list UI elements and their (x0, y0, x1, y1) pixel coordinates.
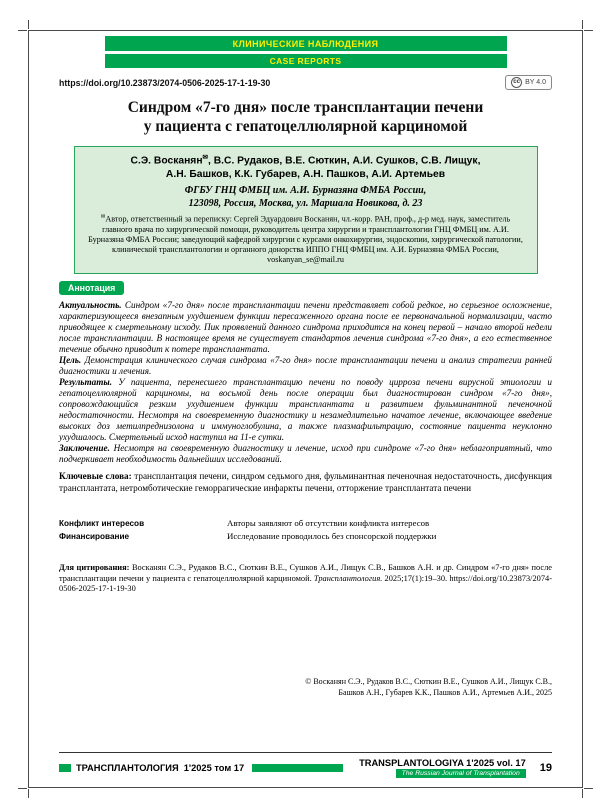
abstract-paragraph-lead: Заключение. (59, 442, 110, 453)
author-names (87, 154, 525, 181)
author-names-rest: , В.С. Рудаков, В.Е. Сюткин, А.И. Сушков, С.В. Лищук, (208, 155, 481, 167)
rubric-en-banner (105, 54, 507, 68)
conflict-of-interest-label: Конфликт интересов (59, 519, 145, 529)
abstract-paragraph-lead: Актуальность. (59, 299, 122, 310)
correspondence-note (87, 214, 525, 266)
page-footer (59, 752, 552, 778)
page-frame (28, 30, 583, 788)
abstract-paragraph (59, 377, 552, 443)
conflict-of-interest-row (59, 518, 552, 528)
author-names-line2: А.Н. Башков, К.К. Губарев, А.Н. Пашков, А.И. Артемьев (165, 168, 446, 180)
page-number: 19 (539, 762, 552, 774)
keywords-text: трансплантация печени, синдром седьмого дня, фульминантная печеночная недостаточность, дисфункция трансплантата, нетромботические геморрагические инфаркты печени, отторжение трансплантата печени (59, 471, 552, 493)
doi-row (59, 75, 552, 90)
funding-row (59, 531, 552, 541)
copyright-line2: Башков А.Н., Губарев К.К., Пашков А.И., Артемьев А.И., 2025 (338, 688, 552, 698)
crop-mark (584, 30, 593, 31)
abstract-heading-badge: Аннотация (59, 281, 124, 295)
abstract-section (59, 300, 552, 465)
affiliation (87, 184, 525, 210)
footer-left (59, 763, 359, 773)
crop-mark (582, 789, 583, 798)
affiliation-line2: 123098, Россия, Москва, ул. Маршала Новикова, д. 23 (188, 197, 423, 209)
journal-ru-title (76, 763, 244, 773)
authors-box (74, 146, 538, 274)
footer-right (359, 758, 526, 778)
funding-text: Исследование проводилось без спонсорской поддержки (227, 531, 437, 542)
crop-mark (584, 788, 593, 789)
crop-mark (582, 20, 583, 29)
article-title (59, 99, 552, 137)
copyright-note (305, 677, 552, 699)
affiliation-line1: ФГБУ ГНЦ ФМБЦ им. А.И. Бурназяна ФМБА России, (184, 184, 427, 196)
abstract-paragraph (59, 355, 552, 377)
keywords-label: Ключевые слова: (59, 471, 132, 482)
citation-label: Для цитирования: (59, 563, 130, 573)
citation-text-pre: Восканян С.Э., Рудаков В.С., Сюткин В.Е., Сушков А.И., Лищук С.В., Башков А.Н. и др. Синдром «7-го дня» после трансплантации печени у пациента с гепатоцеллюлярной карциномой. (59, 563, 552, 583)
abstract-paragraph (59, 443, 552, 465)
citation-journal-name: Трансплантология. (313, 573, 383, 583)
crop-mark (18, 788, 27, 789)
crop-mark (18, 30, 27, 31)
funding-label: Финансирование (59, 532, 130, 542)
corresponding-author-email[interactable]: voskanyan_se@mail.ru (267, 255, 344, 265)
rubric-ru-banner (105, 36, 507, 51)
article-title-line1: Синдром «7-го дня» после трансплантации печени (127, 99, 484, 116)
abstract-paragraph-text: У пациента, перенесшего трансплантацию печени по поводу цирроза печени вирусной этиологии и гепатоцеллюлярной карциномы, на восьмой день после операции был диагностирован синдром «7-го дня», сопровождающийся резким ухудшением функции трансплантата и развитием фульминантной печеночной недостаточности. Несмотря на своевременную диагностику и незамедлительно начатое лечение, включающее введение высоких доз метилпреднизолона и иммуноглобулина, а также плазмафильтрацию, состояние пациента неуклонно ухудшалось. Смертельный исход наступил на 11-е сутки. (59, 376, 552, 442)
footer-green-bar (252, 764, 343, 772)
rubric-en-label: CASE REPORTS (269, 56, 342, 66)
journal-ru-name: ТРАНСПЛАНТОЛОГИЯ (76, 763, 179, 773)
crop-mark (28, 789, 29, 798)
cc-by-license-badge[interactable] (505, 75, 552, 90)
crop-mark (28, 20, 29, 29)
abstract-paragraph-text: Синдром «7-го дня» после трансплантации печени представляет собой редкое, но серьезное осложнение, характеризующееся внезапным ухудшением функции пересаженного органа после ее первоначальной нормализации, часто приводящее к смертельному исходу. Пик проявлений данного синдрома приходится на конец первой – начало второй недели после трансплантации. В настоящее время не существует стандартов лечения синдрома «7-го дня», а его естественное течение обычно приводит к потере трансплантата. (59, 299, 552, 354)
journal-en-subtitle: The Russian Journal of Transplantation (396, 769, 526, 778)
citation-text-post: 2025;17(1):19–30. https://doi.org/10.23873/2074-0506-2025-17-1-19-30 (59, 573, 552, 594)
abstract-paragraph-text: Несмотря на своевременную диагностику и лечение, исход при синдроме «7-го дня» неблагоприятный, что подчеркивает необходимость дальнейших исследований. (59, 442, 552, 465)
doi-link[interactable]: https://doi.org/10.23873/2074-0506-2025-17-1-19-30 (59, 77, 271, 88)
footer-green-square (59, 764, 71, 772)
cc-license-label: BY 4.0 (525, 79, 546, 86)
citation-note (59, 563, 552, 595)
journal-en-title: TRANSPLANTOLOGIYA 1'2025 vol. 17 (359, 758, 526, 768)
rubric-ru-label: КЛИНИЧЕСКИЕ НАБЛЮДЕНИЯ (232, 39, 379, 49)
author-name: С.Э. Восканян (130, 155, 203, 167)
copyright-line1: © Восканян С.Э., Рудаков В.С., Сюткин В.Е., Сушков А.И., Лищук С.В., (305, 677, 552, 687)
abstract-paragraph (59, 300, 552, 355)
corresponding-author-mark-icon: ✉ (100, 213, 106, 220)
journal-ru-issue: 1'2025 том 17 (183, 763, 245, 773)
abstract-paragraph-text: Демонстрация клинического случая синдрома «7-го дня» после трансплантации печени и анализ стратегии ранней диагностики и лечения. (59, 354, 552, 376)
conflict-of-interest-text: Авторы заявляют об отсутствии конфликта интересов (227, 518, 430, 529)
correspondence-text: Автор, ответственный за переписку: Сергей Эдуардович Восканян, чл.-корр. РАН, проф., д-р мед. наук, заместитель главного врача по хирургической помощи, руководитель центра хирургии и трансплантологии ГНЦ ФМБЦ им. А.И. Бурназяна ФМБА России; заведующий кафедрой хирургии с курсами онкохирургии, эндоскопии, хирургической патологии, клинической трансплантологии и органного донорства ИППО ГНЦ ФМБЦ им. А.И. Бурназяна ФМБА России, (88, 214, 523, 255)
abstract-paragraph-lead: Цель. (59, 354, 82, 365)
keywords (59, 471, 552, 494)
declarations (59, 518, 552, 541)
abstract-paragraph-lead: Результаты. (59, 376, 113, 387)
corresponding-author-mark-icon: ✉ (202, 153, 208, 161)
article-title-line2: у пациента с гепатоцеллюлярной карциномой (143, 117, 468, 135)
cc-icon: cc (511, 77, 522, 88)
